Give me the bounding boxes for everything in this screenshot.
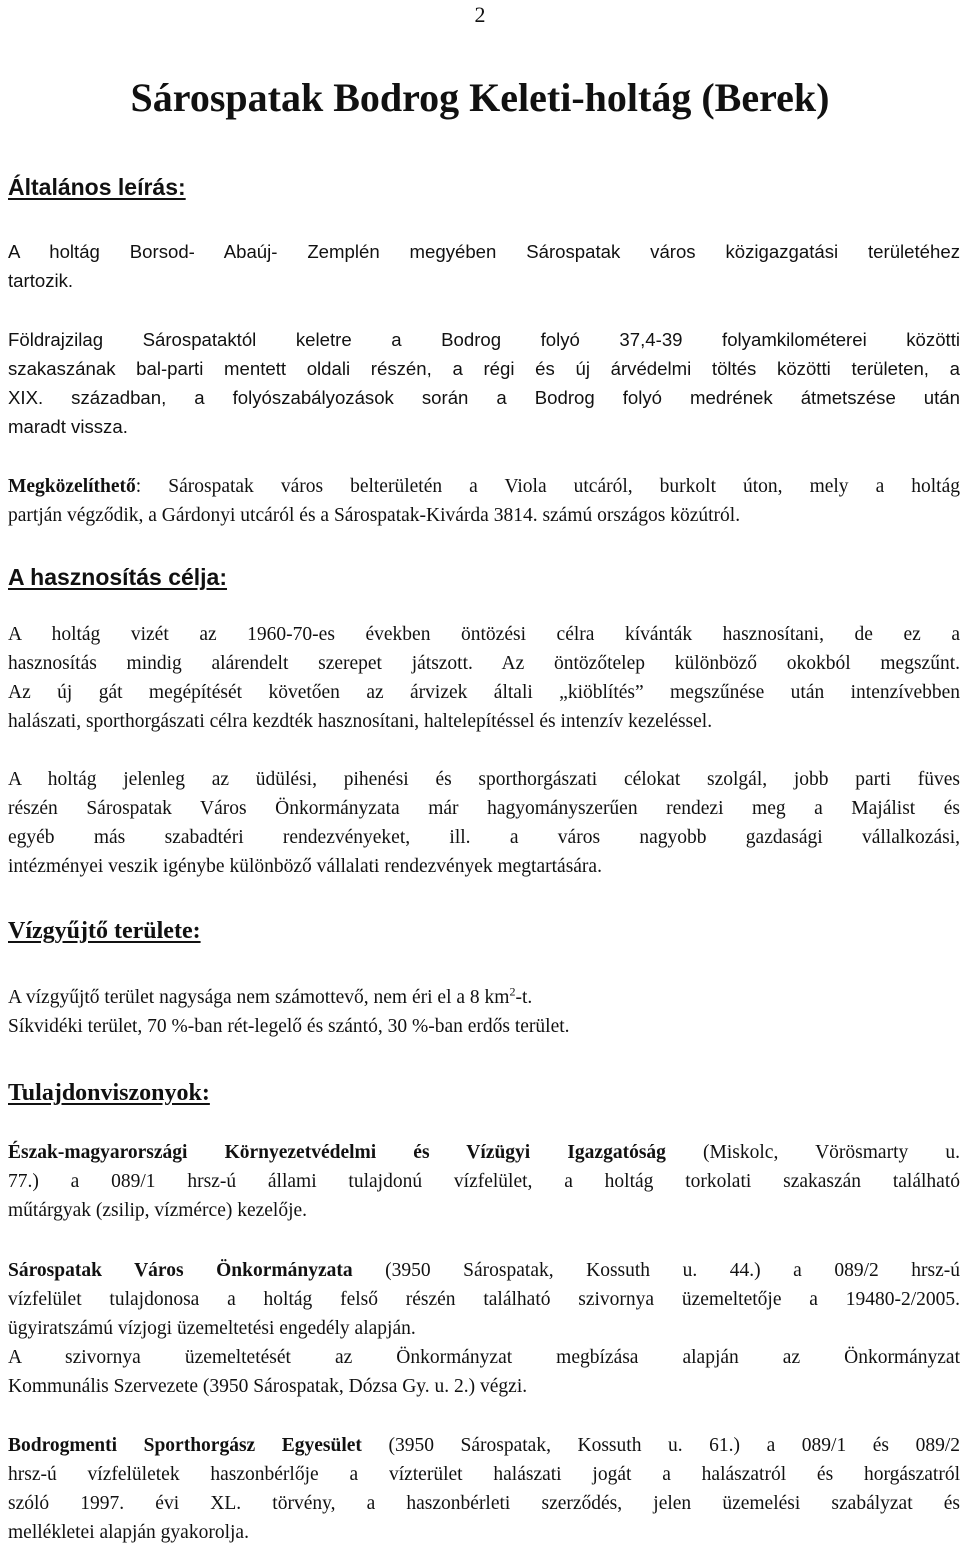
text-line: mellékletei alapján gyakorolja. (8, 1522, 249, 1543)
text-line: hasznosítás mindig alárendelt szerepet játszott. Az öntözőtelep különböző okokból megszűnt. (8, 653, 960, 674)
text-line: A holtág jelenleg az üdülési, pihenési és sporthorgászati célokat szolgál, jobb parti füves (8, 769, 960, 790)
paragraph-purpose-history (8, 620, 960, 736)
owner-name: Észak-magyarországi Környezetvédelmi és Vízügyi Igazgatóság (8, 1142, 666, 1163)
text-line: vízfelület tulajdonosa a holtág felső részén található szivornya üzemeltetője a 19480-2/2005. (8, 1289, 960, 1310)
paragraph-location (8, 237, 960, 295)
catchment-size-text: A vízgyűjtő terület nagysága nem számottevő, nem éri el a 8 km (8, 987, 510, 1008)
text-line: Földrajzilag Sárospataktól keletre a Bodrog folyó 37,4-39 folyamkilométerei közötti (8, 329, 960, 350)
owner-text: (3950 Sárospatak, Kossuth u. 61.) a 089/1 és 089/2 (361, 1435, 960, 1456)
text-line: szóló 1997. évi XL. törvény, a haszonbérleti szerződés, jelen üzemelési szabályzat és (8, 1493, 960, 1514)
text-line: XIX. században, a folyószabályozások során a Bodrog folyó medrének átmetszése után (8, 387, 960, 408)
text-line (8, 1138, 960, 1167)
text-line: A holtág Borsod- Abaúj- Zemplén megyében Sárospatak város közigazgatási területéhez (8, 241, 960, 262)
owner-text: (3950 Sárospatak, Kossuth u. 44.) a 089/2 hrsz-ú (352, 1260, 960, 1281)
text-line: partján végződik, a Gárdonyi utcáról és a Sárospatak-Kivárda 3814. számú országos közútról. (8, 505, 741, 526)
text-line: hrsz-ú vízfelületek haszonbérlője a vízterület halászati jogát a halászatról és horgászatról (8, 1464, 960, 1485)
paragraph-purpose-current (8, 765, 960, 881)
text-line: 77.) a 089/1 hrsz-ú állami tulajdonú vízfelület, a holtág torkolati szakaszán található (8, 1171, 960, 1192)
owner-text: (Miskolc, Vörösmarty u. (665, 1142, 960, 1163)
document-title: Sárospatak Bodrog Keleti-holtág (Berek) (130, 75, 830, 120)
catchment-size-suffix: -t. (515, 987, 533, 1008)
text-line: A szivornya üzemeltetését az Önkormányzat megbízása alapján az Önkormányzat (8, 1347, 960, 1368)
text-line: Az új gát megépítését követően az árvizek általi „kiöblítés” megszűnése után intenzívebben (8, 682, 960, 703)
page-number: 2 (474, 2, 486, 27)
text-line: halászati, sporthorgászati célra kezdték hasznosítani, haltelepítéssel és intenzív kezeléssel. (8, 711, 713, 732)
paragraph-catchment (8, 983, 960, 1041)
heading-catchment: Vízgyűjtő területe: (8, 918, 201, 944)
paragraph-owner-directorate (8, 1138, 960, 1225)
text-line (8, 472, 960, 501)
text-line: Kommunális Szervezete (3950 Sárospatak, Dózsa Gy. u. 2.) végzi. (8, 1376, 528, 1397)
text-line: Síkvidéki terület, 70 %-ban rét-legelő és szántó, 30 %-ban erdős terület. (8, 1016, 570, 1037)
text-line (8, 1431, 960, 1460)
paragraph-access (8, 472, 960, 530)
text-line: műtárgyak (zsilip, vízmérce) kezelője. (8, 1200, 308, 1221)
text-line: tartozik. (8, 270, 74, 291)
owner-name: Sárospatak Város Önkormányzata (8, 1260, 353, 1281)
text-line: egyéb más szabadtéri rendezvényeket, ill. a város nagyobb gazdasági vállalkozási, (8, 827, 960, 848)
access-label: Megközelíthető (8, 476, 136, 497)
heading-general-description: Általános leírás: (8, 174, 186, 200)
text-line: intézményei veszik igénybe különböző vállalati rendezvények megtartására. (8, 856, 602, 877)
text-line (8, 1256, 960, 1285)
text-line (8, 983, 960, 1012)
access-text: : Sárospatak város belterületén a Viola utcáról, burkolt úton, mely a holtág (135, 476, 960, 497)
paragraph-owner-angling-club (8, 1431, 960, 1547)
heading-ownership: Tulajdonviszonyok: (8, 1080, 210, 1106)
text-line: ügyiratszámú vízjogi üzemeltetési engedély alapján. (8, 1318, 416, 1339)
heading-purpose: A hasznosítás célja: (8, 564, 228, 590)
text-line: maradt vissza. (8, 416, 128, 437)
paragraph-owner-municipality (8, 1256, 960, 1401)
text-line: részén Sárospatak Város Önkormányzata már hagyományszerűen rendezi meg a Majálist és (8, 798, 960, 819)
paragraph-geography (8, 325, 960, 441)
text-line: szakaszának bal-parti mentett oldali részén, a régi és új árvédelmi töltés közötti területen, a (8, 358, 960, 379)
owner-name: Bodrogmenti Sporthorgász Egyesület (8, 1435, 362, 1456)
text-line: A holtág vizét az 1960-70-es években öntözési célra kívánták hasznosítani, de ez a (8, 624, 960, 645)
superscript: 2 (509, 984, 516, 999)
